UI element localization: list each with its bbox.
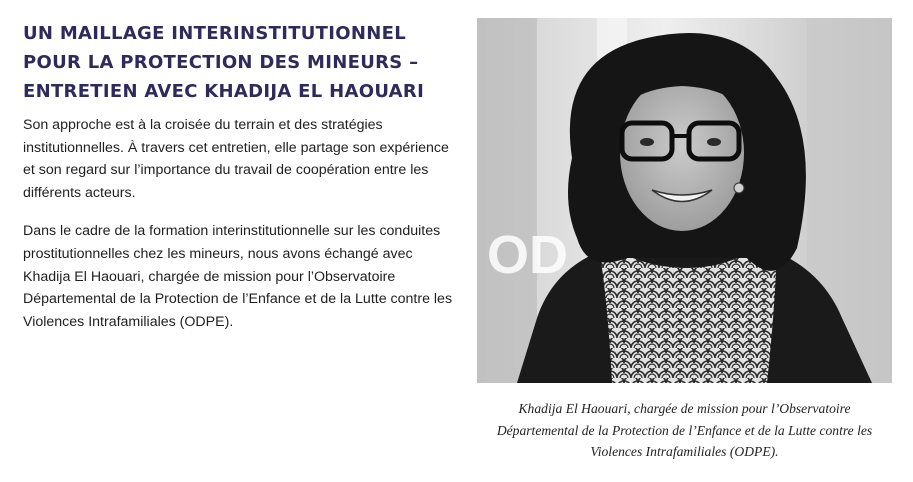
intro-paragraph: Son approche est à la croisée du terrain et des stratégies institutionnelles. À travers cet entretien, elle partage son expérience et son regard sur l’importance du travail de coopération entre les différents acteurs. xyxy=(23,117,449,201)
photo-caption: Khadija El Haouari, chargée de mission pour l’Observatoire Départemental de la Protection de l’Enfance et de la Lutte contre les Violences Intrafamiliales (ODPE). xyxy=(496,401,873,459)
context-paragraph: Dans le cadre de la formation interinstitutionnelle sur les conduites prostitutionnelles chez les mineurs, nous avons échangé avec Khadija El Haouari, chargée de mission pour l’Observatoire Départemental de la Protection de l’Enfance et de la Lutte contre les Violences Intrafamiliales (ODPE). xyxy=(23,223,453,330)
article-body xyxy=(23,114,455,349)
background-sign-text: OD xyxy=(487,225,568,285)
portrait-photo xyxy=(477,18,892,383)
article-title: UN MAILLAGE INTERINSTITUTIONNEL POUR LA PROTECTION DES MINEURS – ENTRETIEN AVEC KHADIJA EL HAOUARI xyxy=(23,23,425,102)
